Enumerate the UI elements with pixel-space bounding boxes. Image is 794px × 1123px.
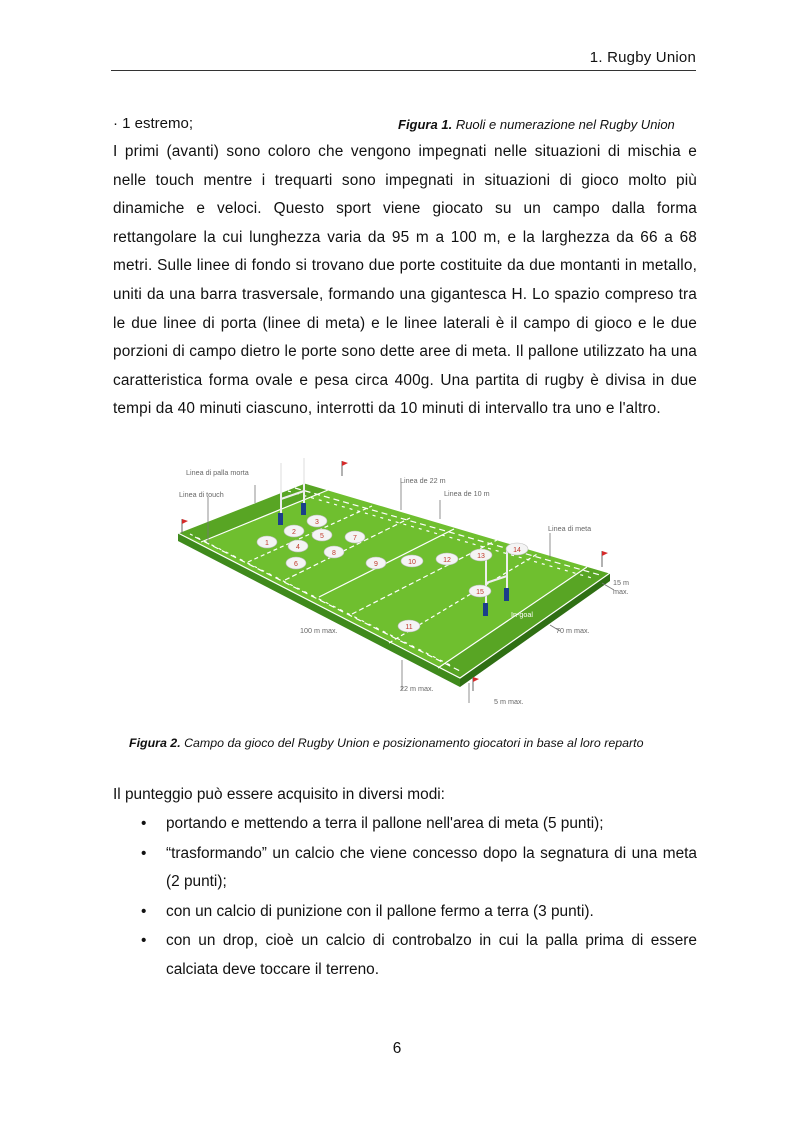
player-10 [401, 555, 423, 567]
svg-text:10: 10 [408, 559, 416, 566]
svg-text:12: 12 [443, 557, 451, 564]
list-item [113, 927, 697, 984]
figure1-text: Ruoli e numerazione nel Rugby Union [455, 117, 675, 132]
figure1-label: Figura 1. [398, 117, 453, 132]
figure1-caption [398, 117, 675, 132]
svg-text:9: 9 [374, 561, 378, 568]
player-6 [286, 557, 306, 569]
player-9 [366, 557, 386, 569]
svg-text:1: 1 [265, 540, 269, 547]
player-11 [398, 620, 420, 632]
svg-text:6: 6 [294, 561, 298, 568]
player-1 [257, 536, 277, 548]
bullet-icon: • [141, 815, 147, 832]
label-5m-max: 5 m max. [494, 697, 524, 706]
svg-text:5: 5 [320, 533, 324, 540]
list-item-text: con un drop, cioè un calcio di controbalzo in cui la palla prima di essere calciata deve toccare il terreno. [166, 932, 697, 978]
label-70m: 70 m max. [556, 626, 590, 635]
label-touch-line: Linea di touch [179, 490, 224, 499]
label-15m: 15 m [613, 578, 629, 587]
bullet-icon: • [141, 844, 147, 862]
label-in-goal: In-goal [511, 610, 533, 619]
svg-text:11: 11 [405, 624, 413, 631]
list-item [113, 840, 697, 897]
svg-text:14: 14 [513, 547, 521, 554]
label-10m-line: Linea de 10 m [444, 489, 490, 498]
player-14 [506, 543, 528, 555]
bullet-icon: • [141, 902, 147, 920]
list-item-text: “trasformando” un calcio che viene concesso dopo la segnatura di una meta (2 punti); [166, 844, 697, 891]
player-15 [469, 585, 491, 597]
body-paragraph: I primi (avanti) sono coloro che vengono impegnati nelle situazioni di mischia e nelle touch mentre i trequarti sono impegnati in situazioni di gioco molto più dinamiche e veloci. Questo sport viene giocato su un campo dalla forma rettangolare la cui lunghezza varia da 95 m a 100 m, e la larghezza da 66 a 68 metri. Sulle linee di fondo si trovano due porte costituite da due montanti in metallo, uniti da una barra trasversale, formando una gigantesca H. Lo spazio compreso tra le due linee di porta (linee di meta) e le linee laterali è il campo di gioco e le due porzioni di campo dietro le porte sono dette aree di meta. Il pallone utilizzato ha una caratteristica forma ovale e pesa circa 400g. Una partita di rugby è divisa in due tempi da 40 minuti ciascuno, interrotti da 10 minuti di intervallo tra uno e l'altro. [113, 143, 697, 418]
label-try-line: Linea di meta [548, 524, 592, 533]
label-dead-ball-line: Linea di palla morta [186, 468, 249, 477]
figure2-caption [129, 736, 644, 750]
label-22m-max: 22 m max. [400, 684, 434, 693]
header-title: 1. Rugby Union [589, 49, 696, 66]
player-7 [345, 531, 365, 543]
svg-text:8: 8 [332, 550, 336, 557]
player-13 [470, 549, 492, 561]
player-12 [436, 553, 458, 565]
player-8 [324, 546, 344, 558]
list-item-text: portando e mettendo a terra il pallone nell'area di meta (5 punti); [166, 815, 604, 832]
svg-text:3: 3 [315, 519, 319, 526]
svg-text:2: 2 [292, 529, 296, 536]
list-item [113, 810, 697, 839]
svg-text:4: 4 [296, 544, 300, 551]
player-5 [312, 529, 332, 541]
svg-text:13: 13 [477, 553, 485, 560]
list-item [113, 898, 697, 927]
list-item-text: con un calcio di punizione con il pallone fermo a terra (3 punti). [166, 902, 594, 920]
label-22m-line: Linea de 22 m [400, 476, 446, 485]
scoring-list [113, 810, 697, 986]
list-item-estremo: · 1 estremo; [113, 115, 194, 132]
score-intro: Il punteggio può essere acquisito in diversi modi: [113, 786, 445, 803]
player-4 [288, 540, 308, 552]
player-3 [307, 515, 327, 527]
svg-text:7: 7 [353, 535, 357, 542]
label-100m: 100 m max. [300, 626, 338, 635]
figure2-text: Campo da gioco del Rugby Union e posizionamento giocatori in base al loro reparto [184, 736, 644, 750]
figure2-label: Figura 2. [129, 736, 181, 750]
rugby-field-figure [170, 455, 629, 715]
player-2 [284, 525, 304, 537]
bullet-icon: • [141, 932, 147, 950]
rugby-field-svg [170, 455, 629, 715]
svg-text:15: 15 [476, 589, 484, 596]
page-number: 6 [392, 1040, 402, 1057]
label-15m-max: max. [613, 587, 629, 596]
page-header [111, 46, 696, 71]
